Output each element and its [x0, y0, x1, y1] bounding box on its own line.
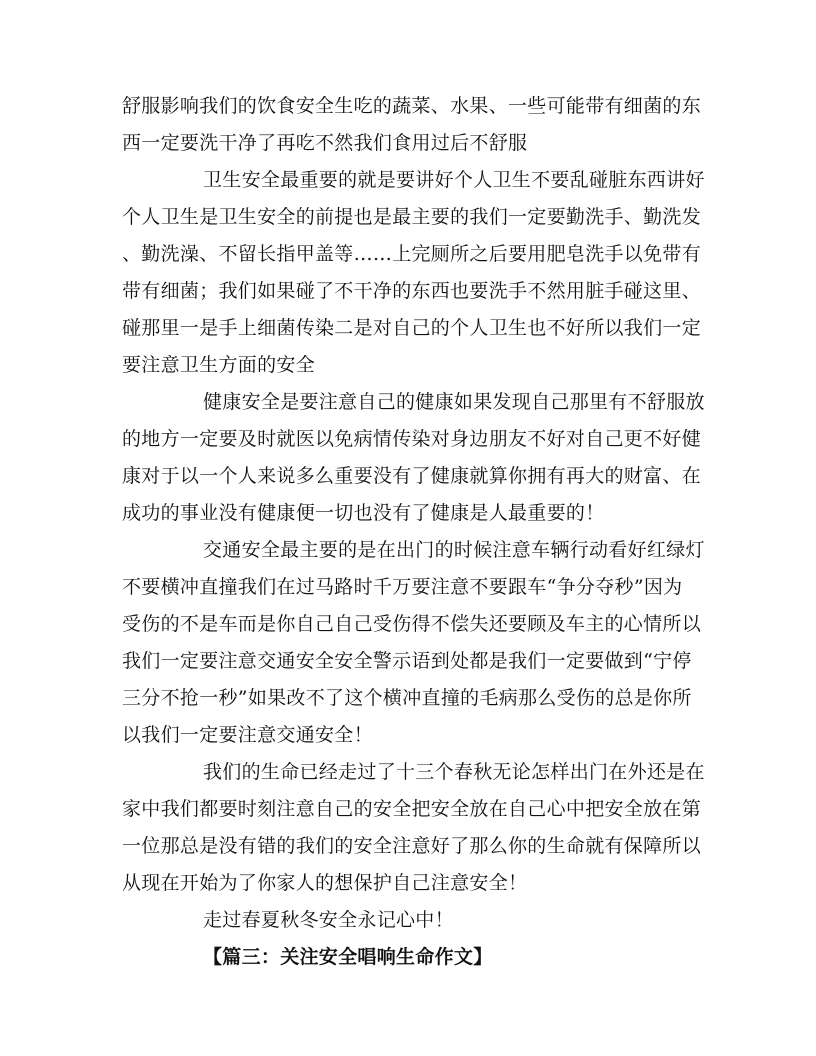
text-line: 西一定要洗干净了再吃不然我们食用过后不舒服 [122, 132, 528, 154]
text-line: 三分不抢一秒”如果改不了这个横冲直撞的毛病那么受伤的总是你所 [122, 687, 692, 709]
text-line: 一位那总是没有错的我们的安全注意好了那么你的生命就有保障所以 [122, 835, 702, 857]
paragraph-first-line: 交通安全最主要的是在出门的时候注意车辆行动看好红绿灯 [203, 539, 705, 561]
paragraph-first-line: 走过春夏秋冬安全永记心中！ [203, 909, 454, 931]
text-line: 以我们一定要注意交通安全！ [122, 724, 373, 746]
text-line: 成功的事业没有健康便一切也没有了健康是人最重要的！ [122, 502, 605, 524]
text-line: 我们一定要注意交通安全安全警示语到处都是我们一定要做到“宁停 [122, 650, 692, 672]
text-line: 、勤洗澡、不留长指甲盖等……上完厕所之后要用肥皂洗手以免带有 [122, 243, 702, 265]
text-line: 舒服影响我们的饮食安全生吃的蔬菜、水果、一些可能带有细菌的东 [122, 95, 702, 117]
paragraph-first-line: 健康安全是要注意自己的健康如果发现自己那里有不舒服放 [203, 391, 705, 413]
paragraph-first-line: 卫生安全最重要的就是要讲好个人卫生不要乱碰脏东西讲好 [203, 169, 705, 191]
text-line: 碰那里一是手上细菌传染二是对自己的个人卫生也不好所以我们一定 [122, 317, 702, 339]
text-line: 要注意卫生方面的安全 [122, 354, 316, 376]
text-line: 不要横冲直撞我们在过马路时千万要注意不要跟车“争分夺秒”因为 [122, 576, 683, 598]
section-heading: 【篇三：关注安全唱响生命作文】 [203, 946, 493, 968]
text-line: 带有细菌；我们如果碰了不干净的东西也要洗手不然用脏手碰这里、 [122, 280, 702, 302]
text-line: 个人卫生是卫生安全的前提也是最主要的我们一定要勤洗手、勤洗发 [122, 206, 702, 228]
text-line: 家中我们都要时刻注意自己的安全把安全放在自己心中把安全放在第 [122, 798, 702, 820]
paragraph-first-line: 我们的生命已经走过了十三个春秋无论怎样出门在外还是在 [203, 761, 705, 783]
text-line: 的地方一定要及时就医以免病情传染对身边朋友不好对自己更不好健 [122, 428, 702, 450]
text-line: 受伤的不是车而是你自己自己受伤得不偿失还要顾及车主的心情所以 [122, 613, 702, 635]
text-line: 从现在开始为了你家人的想保护自己注意安全！ [122, 872, 528, 894]
text-line: 康对于以一个人来说多么重要没有了健康就算你拥有再大的财富、在 [122, 465, 702, 487]
